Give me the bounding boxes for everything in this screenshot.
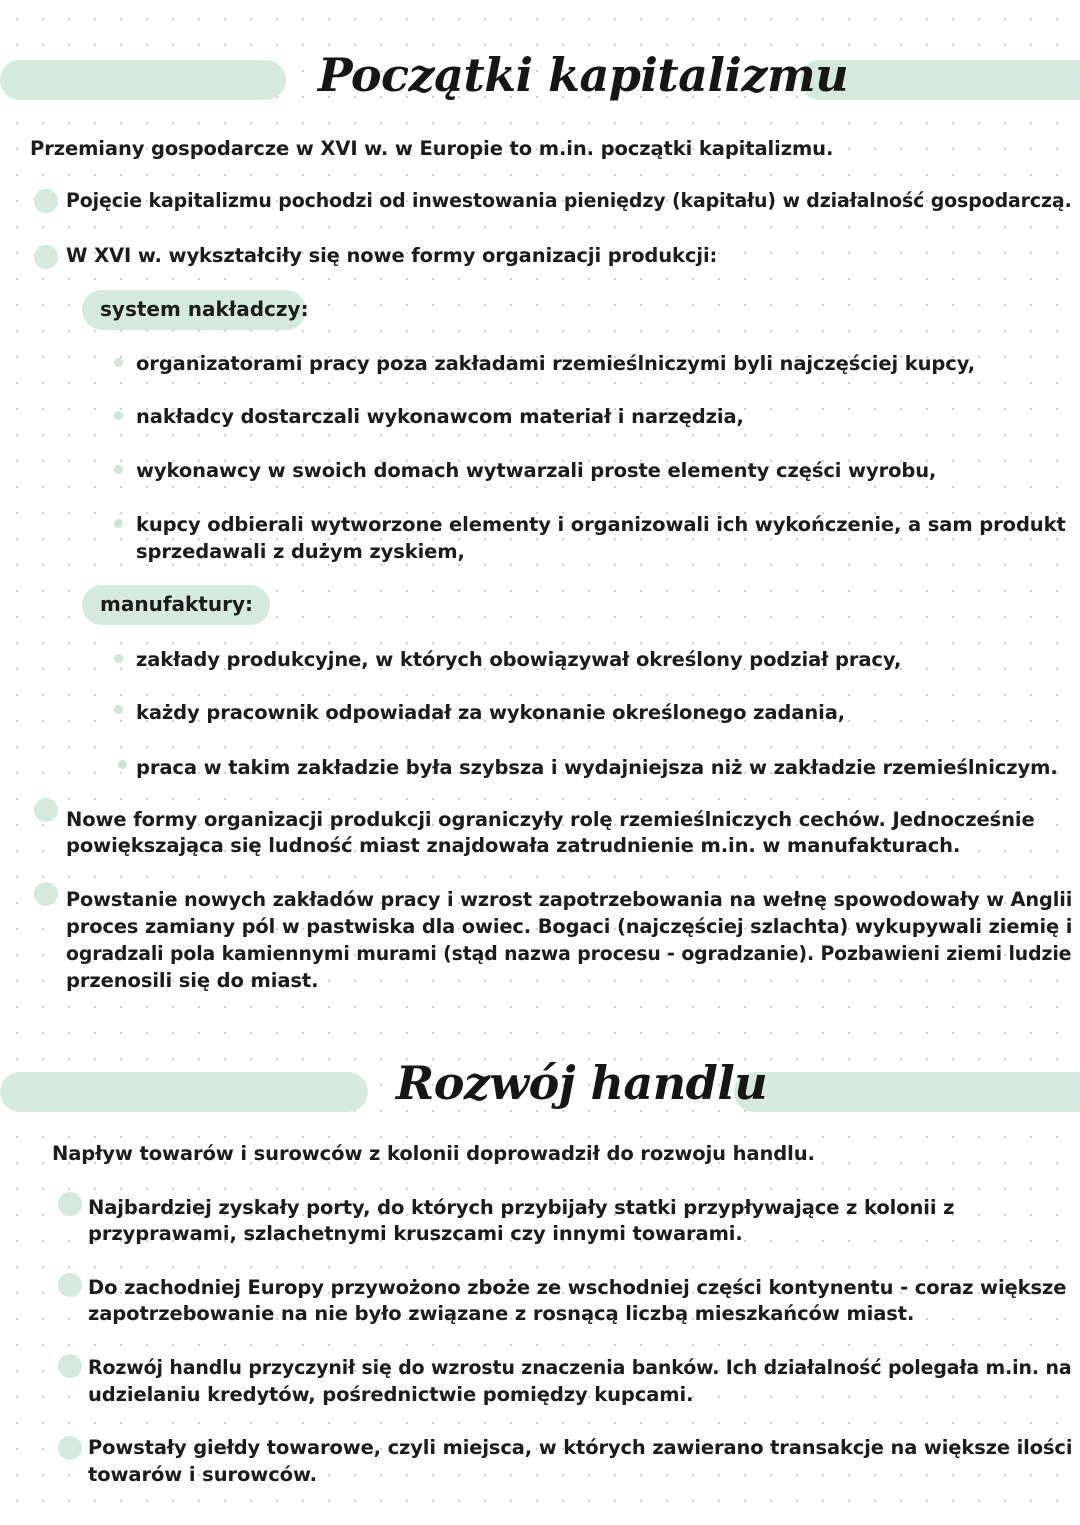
bullet-circle-icon bbox=[58, 1436, 82, 1460]
list-item: nakładcy dostarczali wykonawcom materiał i narzędzia, bbox=[136, 405, 744, 428]
paragraph-line: Nowe formy organizacji produkcji ograniczyły rolę rzemieślniczych cechów. Jednocześnie bbox=[66, 808, 1035, 831]
list-item: organizatorami pracy poza zakładami rzemieślniczymi byli najczęściej kupcy, bbox=[136, 352, 976, 375]
list-item: praca w takim zakładzie była szybsza i wydajniejsza niż w zakładzie rzemieślniczym. bbox=[136, 756, 1058, 779]
title-band-left bbox=[0, 1072, 368, 1112]
section-title-capitalism: Początki kapitalizmu bbox=[318, 48, 849, 102]
point-text: Pojęcie kapitalizmu pochodzi od inwestowania pieniędzy (kapitału) w działalność gospodarczą. bbox=[66, 189, 1072, 212]
list-item: kupcy odbierali wytworzone elementy i organizowali ich wykończenie, a sam produkt bbox=[136, 513, 1066, 536]
bullet-dot-icon bbox=[114, 519, 123, 528]
paragraph-line: ogradzali pola kamiennymi murami (stąd nazwa procesu - ogradzanie). Pozbawieni ziemi ludzie bbox=[66, 942, 1072, 965]
bullet-circle-icon bbox=[34, 245, 58, 269]
bullet-dot-icon bbox=[114, 654, 123, 663]
bullet-circle-icon bbox=[34, 798, 58, 822]
paragraph-line: przyprawami, szlachetnymi kruszcami czy innymi towarami. bbox=[88, 1222, 743, 1245]
list-item: każdy pracownik odpowiadał za wykonanie określonego zadania, bbox=[136, 701, 846, 724]
intro-text: Przemiany gospodarcze w XVI w. w Europie to m.in. początki kapitalizmu. bbox=[30, 137, 834, 160]
point-text: W XVI w. wykształciły się nowe formy organizacji produkcji: bbox=[66, 244, 718, 267]
bullet-circle-icon bbox=[58, 1273, 82, 1297]
paragraph-line: udzielaniu kredytów, pośrednictwie pomiędzy kupcami. bbox=[88, 1383, 694, 1406]
paragraph-line: Do zachodniej Europy przywożono zboże ze wschodniej części kontynentu - coraz większe bbox=[88, 1276, 1067, 1299]
bullet-circle-icon bbox=[34, 882, 58, 906]
subheading-manufactories: manufaktury: bbox=[100, 592, 254, 616]
list-item: wykonawcy w swoich domach wytwarzali proste elementy części wyrobu, bbox=[136, 459, 937, 482]
bullet-circle-icon bbox=[58, 1354, 82, 1378]
paragraph-line: Najbardziej zyskały porty, do których przybijały statki przypływające z kolonii z bbox=[88, 1196, 955, 1219]
paragraph-line: przenosili się do miast. bbox=[66, 969, 319, 992]
bullet-dot-icon bbox=[114, 358, 123, 367]
paragraph-line: Powstanie nowych zakładów pracy i wzrost zapotrzebowania na wełnę spowodowały w Anglii bbox=[66, 888, 1073, 911]
bullet-dot-icon bbox=[118, 760, 127, 769]
bullet-dot-icon bbox=[114, 465, 123, 474]
section-title-trade: Rozwój handlu bbox=[396, 1056, 768, 1110]
bullet-circle-icon bbox=[34, 189, 58, 213]
list-item-continuation: sprzedawali z dużym zyskiem, bbox=[136, 540, 465, 563]
intro-text: Napływ towarów i surowców z kolonii doprowadził do rozwoju handlu. bbox=[52, 1142, 815, 1165]
bullet-dot-icon bbox=[114, 705, 123, 714]
bullet-circle-icon bbox=[58, 1192, 82, 1216]
paragraph-line: proces zamiany pól w pastwiska dla owiec. Bogaci (najczęściej szlachta) wykupywali ziemię i bbox=[66, 915, 1073, 938]
paragraph-line: towarów i surowców. bbox=[88, 1463, 317, 1486]
title-band-left bbox=[0, 60, 286, 100]
paragraph-line: powiększająca się ludność miast znajdowała zatrudnienie m.in. w manufakturach. bbox=[66, 834, 961, 857]
subheading-putting-out-system: system nakładczy: bbox=[100, 297, 309, 321]
paragraph-line: zapotrzebowanie na nie było związane z rosnącą liczbą mieszkańców miast. bbox=[88, 1302, 915, 1325]
bullet-dot-icon bbox=[114, 411, 123, 420]
title-band-right bbox=[734, 1072, 1080, 1112]
paragraph-line: Rozwój handlu przyczynił się do wzrostu znaczenia banków. Ich działalność polegała m.in. na bbox=[88, 1356, 1072, 1379]
list-item: zakłady produkcyjne, w których obowiązywał określony podział pracy, bbox=[136, 648, 902, 671]
paragraph-line: Powstały giełdy towarowe, czyli miejsca, w których zawierano transakcje na większe ilości bbox=[88, 1436, 1073, 1459]
